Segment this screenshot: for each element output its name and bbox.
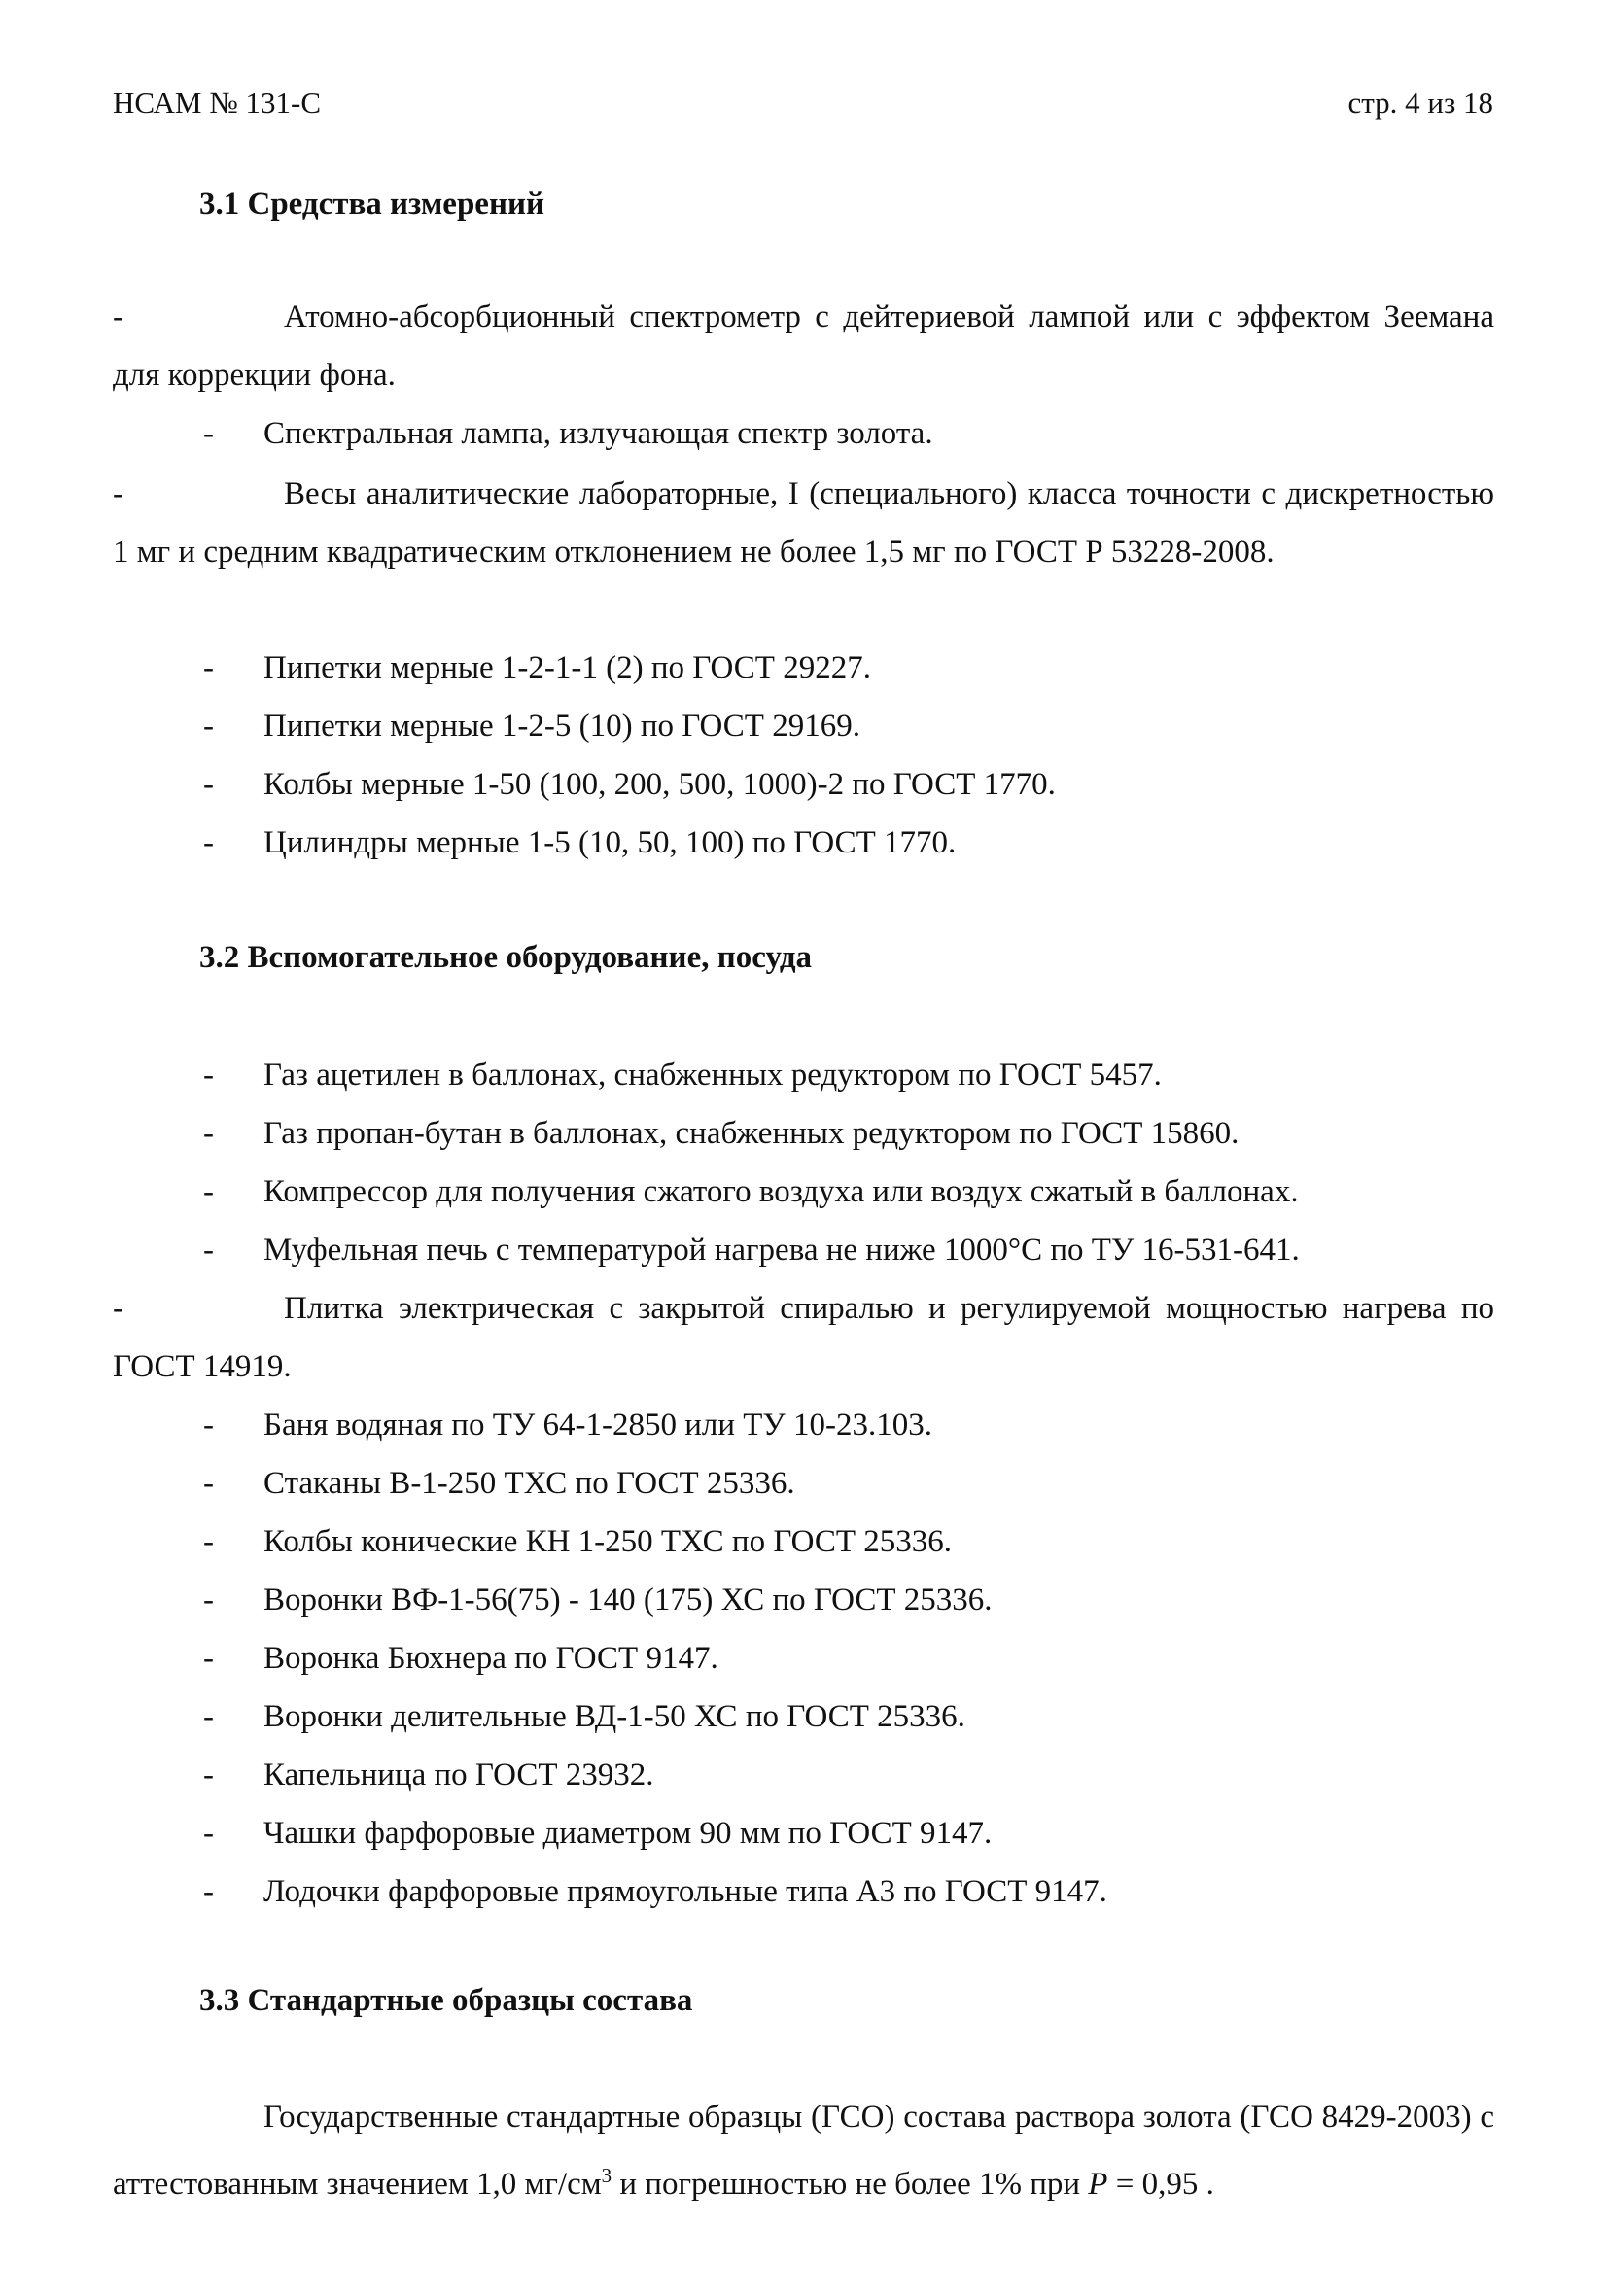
bullet-dash: - bbox=[203, 1816, 214, 1851]
list-item: Муфельная печь с температурой нагрева не ниже 1000°С по ТУ 16-531-641. bbox=[263, 1233, 1300, 1268]
bullet-dash: - bbox=[203, 709, 214, 744]
bullet-dash: - bbox=[203, 1699, 214, 1734]
bullet-dash: - bbox=[203, 650, 214, 685]
superscript-3: 3 bbox=[601, 2164, 612, 2187]
bullet-dash: - bbox=[203, 1757, 214, 1792]
list-item: Лодочки фарфоровые прямоугольные типа А3 по ГОСТ 9147. bbox=[263, 1874, 1107, 1909]
list-item: Воронки делительные ВД-1-50 ХС по ГОСТ 25336. bbox=[263, 1699, 965, 1734]
list-item: Газ ацетилен в баллонах, снабженных редуктором по ГОСТ 5457. bbox=[263, 1058, 1162, 1093]
paragraph-text: Государственные стандартные образцы (ГСО) состава раствора золота (ГСО 8429-2003) с аттестованным значением 1,0 мг/см bbox=[113, 2100, 1494, 2202]
list-item: Колбы мерные 1-50 (100, 200, 500, 1000)-2 по ГОСТ 1770. bbox=[263, 767, 1056, 802]
list-item: Газ пропан-бутан в баллонах, снабженных редуктором по ГОСТ 15860. bbox=[263, 1116, 1240, 1151]
list-item bbox=[113, 288, 1494, 404]
bullet-dash: - bbox=[203, 1583, 214, 1618]
list-item: Колбы конические КН 1-250 ТХС по ГОСТ 25336. bbox=[263, 1524, 952, 1559]
list-item bbox=[113, 465, 1494, 581]
document-id: НСАМ № 131-С bbox=[113, 86, 322, 120]
paragraph-tail: и погрешностью не более 1% при bbox=[612, 2167, 1089, 2202]
bullet-dash: - bbox=[203, 1874, 214, 1909]
bullet-dash: - bbox=[203, 1174, 214, 1209]
list-item: Компрессор для получения сжатого воздуха или воздух сжатый в баллонах. bbox=[263, 1174, 1299, 1209]
bullet-dash: - bbox=[203, 1116, 214, 1151]
list-item: Чашки фарфоровые диаметром 90 мм по ГОСТ 9147. bbox=[263, 1816, 993, 1851]
list-item: Воронки ВФ-1-56(75) - 140 (175) ХС по ГОСТ 25336. bbox=[263, 1583, 993, 1618]
list-item bbox=[113, 1279, 1494, 1396]
list-item: Баня водяная по ТУ 64-1-2850 или ТУ 10-23.103. bbox=[263, 1408, 933, 1443]
paragraph-end: = 0,95 . bbox=[1107, 2167, 1214, 2202]
bullet-dash: - bbox=[203, 1058, 214, 1093]
paragraph-gso bbox=[113, 2088, 1494, 2213]
bullet-dash: - bbox=[113, 1291, 123, 1326]
section-title-3-2: 3.2 Вспомогательное оборудование, посуда bbox=[199, 940, 813, 975]
list-item: Спектральная лампа, излучающая спектр золота. bbox=[263, 416, 933, 451]
bullet-dash: - bbox=[203, 825, 214, 860]
page-number: стр. 4 из 18 bbox=[1347, 86, 1493, 120]
bullet-dash: - bbox=[203, 1524, 214, 1559]
bullet-dash: - bbox=[203, 1641, 214, 1676]
probability-symbol: P bbox=[1088, 2167, 1108, 2202]
list-item: Пипетки мерные 1-2-1-1 (2) по ГОСТ 29227. bbox=[263, 650, 871, 685]
list-item-text: Весы аналитические лабораторные, I (специального) класса точности с дискретностью 1 мг и средним квадратическим отклонением не более 1,5 мг по ГОСТ Р 53228-2008. bbox=[113, 476, 1494, 570]
section-title-3-1: 3.1 Средства измерений bbox=[199, 187, 544, 222]
section-title-3-3: 3.3 Стандартные образцы состава bbox=[199, 1983, 693, 2018]
list-item: Стаканы В-1-250 ТХС по ГОСТ 25336. bbox=[263, 1466, 795, 1501]
list-item-text: Атомно-абсорбционный спектрометр с дейтериевой лампой или с эффектом Зеемана для коррекции фона. bbox=[113, 299, 1494, 393]
bullet-dash: - bbox=[203, 767, 214, 802]
list-item: Воронка Бюхнера по ГОСТ 9147. bbox=[263, 1641, 718, 1676]
bullet-dash: - bbox=[113, 476, 123, 511]
bullet-dash: - bbox=[113, 299, 123, 334]
bullet-dash: - bbox=[203, 1233, 214, 1268]
list-item: Цилиндры мерные 1-5 (10, 50, 100) по ГОСТ 1770. bbox=[263, 825, 957, 860]
list-item-text: Плитка электрическая с закрытой спиралью и регулируемой мощностью нагрева по ГОСТ 14919. bbox=[113, 1291, 1494, 1384]
bullet-dash: - bbox=[203, 416, 214, 451]
bullet-dash: - bbox=[203, 1466, 214, 1501]
list-item: Пипетки мерные 1-2-5 (10) по ГОСТ 29169. bbox=[263, 709, 860, 744]
bullet-dash: - bbox=[203, 1408, 214, 1443]
list-item: Капельница по ГОСТ 23932. bbox=[263, 1757, 654, 1792]
